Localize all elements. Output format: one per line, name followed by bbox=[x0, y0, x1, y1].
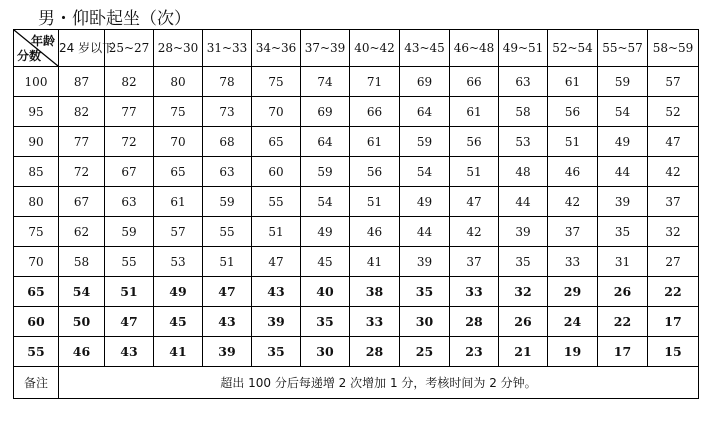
score-cell: 80 bbox=[14, 187, 59, 217]
score-cell: 55 bbox=[14, 337, 59, 367]
table-cell: 28 bbox=[350, 337, 400, 367]
age-header-cell: 31~33 bbox=[203, 30, 252, 67]
table-cell: 72 bbox=[105, 127, 154, 157]
table-cell: 77 bbox=[105, 97, 154, 127]
table-cell: 15 bbox=[648, 337, 699, 367]
table-cell: 59 bbox=[105, 217, 154, 247]
table-cell: 87 bbox=[59, 67, 105, 97]
score-cell: 65 bbox=[14, 277, 59, 307]
corner-header-cell bbox=[14, 30, 59, 67]
table-row bbox=[14, 97, 699, 127]
table-cell: 23 bbox=[450, 337, 499, 367]
table-cell: 42 bbox=[648, 157, 699, 187]
table-cell: 47 bbox=[203, 277, 252, 307]
table-cell: 56 bbox=[548, 97, 598, 127]
score-cell: 60 bbox=[14, 307, 59, 337]
table-cell: 69 bbox=[400, 67, 450, 97]
table-cell: 43 bbox=[105, 337, 154, 367]
table-cell: 61 bbox=[450, 97, 499, 127]
note-label: 备注 bbox=[14, 367, 59, 399]
table-cell: 35 bbox=[301, 307, 350, 337]
table-cell: 47 bbox=[252, 247, 301, 277]
table-cell: 59 bbox=[400, 127, 450, 157]
table-cell: 19 bbox=[548, 337, 598, 367]
corner-label-age: 年龄 bbox=[30, 34, 55, 48]
table-cell: 25 bbox=[400, 337, 450, 367]
table-cell: 24 bbox=[548, 307, 598, 337]
table-cell: 52 bbox=[648, 97, 699, 127]
table-cell: 35 bbox=[499, 247, 548, 277]
table-cell: 59 bbox=[301, 157, 350, 187]
table-cell: 57 bbox=[154, 217, 203, 247]
table-cell: 46 bbox=[350, 217, 400, 247]
age-header-cell: 34~36 bbox=[252, 30, 301, 67]
table-cell: 28 bbox=[450, 307, 499, 337]
table-cell: 26 bbox=[598, 277, 648, 307]
table-cell: 50 bbox=[59, 307, 105, 337]
table-cell: 65 bbox=[252, 127, 301, 157]
table-cell: 56 bbox=[450, 127, 499, 157]
table-cell: 73 bbox=[203, 97, 252, 127]
table-cell: 69 bbox=[301, 97, 350, 127]
table-cell: 39 bbox=[252, 307, 301, 337]
table-row bbox=[14, 337, 699, 367]
table-cell: 49 bbox=[301, 217, 350, 247]
table-cell: 74 bbox=[301, 67, 350, 97]
table-cell: 33 bbox=[450, 277, 499, 307]
table-cell: 33 bbox=[548, 247, 598, 277]
table-row bbox=[14, 307, 699, 337]
table-cell: 41 bbox=[350, 247, 400, 277]
table-cell: 58 bbox=[499, 97, 548, 127]
table-cell: 45 bbox=[301, 247, 350, 277]
table-cell: 55 bbox=[105, 247, 154, 277]
table-cell: 31 bbox=[598, 247, 648, 277]
table-cell: 26 bbox=[499, 307, 548, 337]
table-cell: 53 bbox=[499, 127, 548, 157]
table-cell: 51 bbox=[350, 187, 400, 217]
table-cell: 54 bbox=[59, 277, 105, 307]
table-cell: 47 bbox=[450, 187, 499, 217]
table-body bbox=[14, 67, 699, 399]
table-cell: 35 bbox=[252, 337, 301, 367]
table-cell: 49 bbox=[154, 277, 203, 307]
table-cell: 65 bbox=[154, 157, 203, 187]
table-cell: 67 bbox=[59, 187, 105, 217]
table-cell: 58 bbox=[59, 247, 105, 277]
table-cell: 63 bbox=[105, 187, 154, 217]
page-title: 男・仰卧起坐（次） bbox=[38, 9, 191, 29]
table-cell: 51 bbox=[252, 217, 301, 247]
table-cell: 54 bbox=[598, 97, 648, 127]
age-header-cell: 28~30 bbox=[154, 30, 203, 67]
table-row bbox=[14, 187, 699, 217]
table-cell: 51 bbox=[203, 247, 252, 277]
table-cell: 60 bbox=[252, 157, 301, 187]
table-cell: 64 bbox=[400, 97, 450, 127]
score-cell: 75 bbox=[14, 217, 59, 247]
table-cell: 53 bbox=[154, 247, 203, 277]
note-text: 超出 100 分后每递增 2 次增加 1 分，考核时间为 2 分钟。 bbox=[59, 367, 699, 399]
table-cell: 71 bbox=[350, 67, 400, 97]
table-row bbox=[14, 67, 699, 97]
age-header-cell: 25~27 bbox=[105, 30, 154, 67]
table-cell: 42 bbox=[548, 187, 598, 217]
table-cell: 44 bbox=[400, 217, 450, 247]
table-cell: 80 bbox=[154, 67, 203, 97]
table-cell: 33 bbox=[350, 307, 400, 337]
table-cell: 51 bbox=[105, 277, 154, 307]
table-cell: 49 bbox=[400, 187, 450, 217]
table-row bbox=[14, 247, 699, 277]
table-cell: 43 bbox=[203, 307, 252, 337]
table-cell: 30 bbox=[400, 307, 450, 337]
table-cell: 22 bbox=[648, 277, 699, 307]
table-cell: 48 bbox=[499, 157, 548, 187]
table-cell: 54 bbox=[301, 187, 350, 217]
table-cell: 21 bbox=[499, 337, 548, 367]
table-cell: 51 bbox=[450, 157, 499, 187]
table-cell: 39 bbox=[400, 247, 450, 277]
table-cell: 39 bbox=[598, 187, 648, 217]
header-row bbox=[14, 30, 699, 67]
table-cell: 56 bbox=[350, 157, 400, 187]
table-cell: 41 bbox=[154, 337, 203, 367]
table-cell: 39 bbox=[499, 217, 548, 247]
table-cell: 44 bbox=[598, 157, 648, 187]
table-cell: 82 bbox=[59, 97, 105, 127]
table-cell: 68 bbox=[203, 127, 252, 157]
age-header-cell: 37~39 bbox=[301, 30, 350, 67]
table-cell: 66 bbox=[450, 67, 499, 97]
table-row bbox=[14, 127, 699, 157]
age-header-cell: 55~57 bbox=[598, 30, 648, 67]
score-cell: 100 bbox=[14, 67, 59, 97]
note-row bbox=[14, 367, 699, 399]
table-cell: 77 bbox=[59, 127, 105, 157]
table-cell: 55 bbox=[203, 217, 252, 247]
score-cell: 95 bbox=[14, 97, 59, 127]
table-row bbox=[14, 157, 699, 187]
table-cell: 49 bbox=[598, 127, 648, 157]
corner-label-score: 分数 bbox=[17, 49, 42, 63]
table-cell: 37 bbox=[548, 217, 598, 247]
table-cell: 17 bbox=[598, 337, 648, 367]
table-cell: 61 bbox=[548, 67, 598, 97]
table-cell: 47 bbox=[105, 307, 154, 337]
score-table bbox=[13, 29, 699, 399]
table-cell: 59 bbox=[203, 187, 252, 217]
table-cell: 47 bbox=[648, 127, 699, 157]
table-cell: 66 bbox=[350, 97, 400, 127]
table-cell: 22 bbox=[598, 307, 648, 337]
table-cell: 38 bbox=[350, 277, 400, 307]
age-header-cell: 52~54 bbox=[548, 30, 598, 67]
table-cell: 30 bbox=[301, 337, 350, 367]
table-cell: 42 bbox=[450, 217, 499, 247]
table-row bbox=[14, 217, 699, 247]
table-cell: 63 bbox=[499, 67, 548, 97]
table-cell: 72 bbox=[59, 157, 105, 187]
table-cell: 27 bbox=[648, 247, 699, 277]
table-cell: 46 bbox=[548, 157, 598, 187]
table-cell: 70 bbox=[154, 127, 203, 157]
table-cell: 40 bbox=[301, 277, 350, 307]
table-cell: 82 bbox=[105, 67, 154, 97]
table-cell: 62 bbox=[59, 217, 105, 247]
score-cell: 90 bbox=[14, 127, 59, 157]
table-cell: 39 bbox=[203, 337, 252, 367]
table-row bbox=[14, 277, 699, 307]
table-cell: 45 bbox=[154, 307, 203, 337]
table-cell: 57 bbox=[648, 67, 699, 97]
table-cell: 54 bbox=[400, 157, 450, 187]
table-cell: 17 bbox=[648, 307, 699, 337]
table-cell: 70 bbox=[252, 97, 301, 127]
table-cell: 78 bbox=[203, 67, 252, 97]
table-cell: 55 bbox=[252, 187, 301, 217]
table-cell: 61 bbox=[350, 127, 400, 157]
table-cell: 35 bbox=[598, 217, 648, 247]
table-cell: 64 bbox=[301, 127, 350, 157]
age-header-cell: 40~42 bbox=[350, 30, 400, 67]
table-cell: 59 bbox=[598, 67, 648, 97]
age-header-cell: 43~45 bbox=[400, 30, 450, 67]
table-cell: 63 bbox=[203, 157, 252, 187]
score-cell: 85 bbox=[14, 157, 59, 187]
score-cell: 70 bbox=[14, 247, 59, 277]
table-cell: 32 bbox=[648, 217, 699, 247]
table-cell: 29 bbox=[548, 277, 598, 307]
age-header-cell: 58~59 bbox=[648, 30, 699, 67]
age-header-cell: 24 岁以下 bbox=[59, 30, 105, 67]
table-cell: 44 bbox=[499, 187, 548, 217]
table-cell: 43 bbox=[252, 277, 301, 307]
table-cell: 46 bbox=[59, 337, 105, 367]
table-cell: 75 bbox=[252, 67, 301, 97]
table-cell: 32 bbox=[499, 277, 548, 307]
table-cell: 67 bbox=[105, 157, 154, 187]
age-header-cell: 46~48 bbox=[450, 30, 499, 67]
table-cell: 61 bbox=[154, 187, 203, 217]
table-cell: 75 bbox=[154, 97, 203, 127]
table-cell: 37 bbox=[648, 187, 699, 217]
table-cell: 35 bbox=[400, 277, 450, 307]
age-header-cell: 49~51 bbox=[499, 30, 548, 67]
table-cell: 37 bbox=[450, 247, 499, 277]
table-cell: 51 bbox=[548, 127, 598, 157]
